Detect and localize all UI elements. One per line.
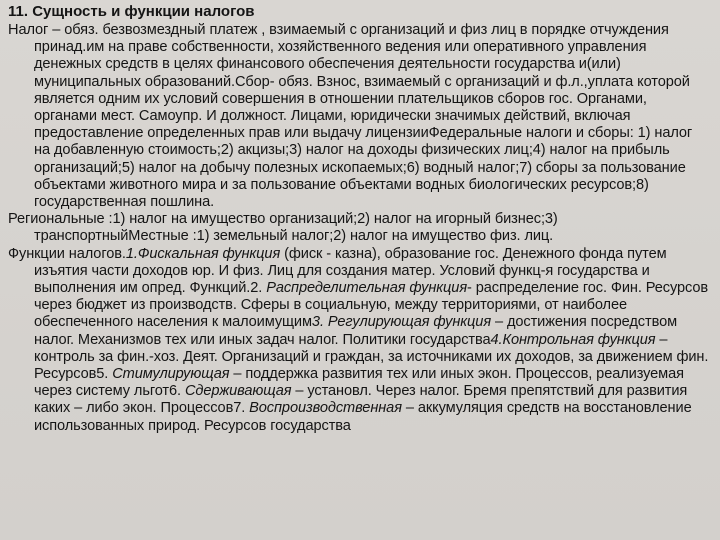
function-name-reproductive: Воспроизводственная (249, 400, 402, 417)
paragraph-regional-local-taxes (8, 211, 710, 245)
function-name-distributive: Распределительная функция (266, 280, 468, 297)
function-name-restraining: Сдерживающая (184, 383, 292, 400)
text-segment: Региональные :1) налог на имущество организаций;2) налог на игорный бизнес;3) транспортныйМестные :1) земельный налог;2) налог на имущество физ. лиц. (8, 211, 558, 245)
text-segment: - распределение гос. Фин. Ресурсов через бюджет из производств. Сферы в социальную, между территориями, от наиболее обеспеченного населения к малоимущим (34, 280, 709, 331)
text-segment: – контроль за фин.-хоз. Деят. Организаций и граждан, за источниками их доходов, за движением фин. Ресурсов5. (34, 331, 709, 383)
text-segment: – аккумуляция средств на восстановление использованных природ. Ресурсов государства (34, 400, 692, 434)
document-title: 11. Сущность и функции налогов (8, 3, 255, 20)
paragraph-tax-functions (8, 246, 710, 435)
text-segment: Функции налогов. (8, 245, 126, 262)
text-segment: – поддержка развития тех или иных экон. Процессов, реализуемая через систему льгот6. (34, 366, 684, 400)
text-segment: – установл. Через налог. Бремя препятствий для развития каких – либо экон. Процессов7. (34, 383, 688, 417)
function-name-stimulating: Стимулирующая (112, 366, 230, 383)
text-segment: – достижения посредством налог. Механизмов тех или иных задач налог. Политики государства (34, 314, 678, 348)
function-name-fiscal: 1.Фискальная функция (125, 245, 281, 262)
text-segment: (фиск - казна), образование гос. Денежного фонда путем изъятия части доходов юр. И физ. Лиц для создания матер. Условий функц-я государства и выполнения им опред. Функций.2. (34, 245, 667, 297)
function-name-control: 4.Контрольная функция (490, 331, 656, 348)
text-segment: Налог – обяз. безвозмездный платеж , взимаемый с организаций и физ лиц в порядке отчуждения принад.им на праве собственности, хозяйственного ведения или оперативного управления денежных средств в целях финансового обеспечения деятельности государства и(или) муниципальных образований.Сбор- обяз. Взнос, взимаемый с организаций и ф.л.,уплата которой является одним их условий совершения в отношении плательщиков сборов гос. Органами, органами мест. Самоупр. И должност. Лицами, юридически значимых действий, включая предоставление определенных прав или выдачу лицензииФедеральные налоги и сборы: 1) налог на добавленную стоимость;2) акцизы;3) налог на доходы физических лиц;4) налог на прибыль организаций;5) налог на добычу полезных ископаемых;6) водный налог;7) сборы за пользование объектами животного мира и за пользование объектами водных биологических ресурсов;8) государственная пошлина. (8, 22, 693, 211)
paragraph-tax-definition (8, 22, 710, 211)
function-name-regulating: 3. Регулирующая функция (311, 314, 492, 331)
